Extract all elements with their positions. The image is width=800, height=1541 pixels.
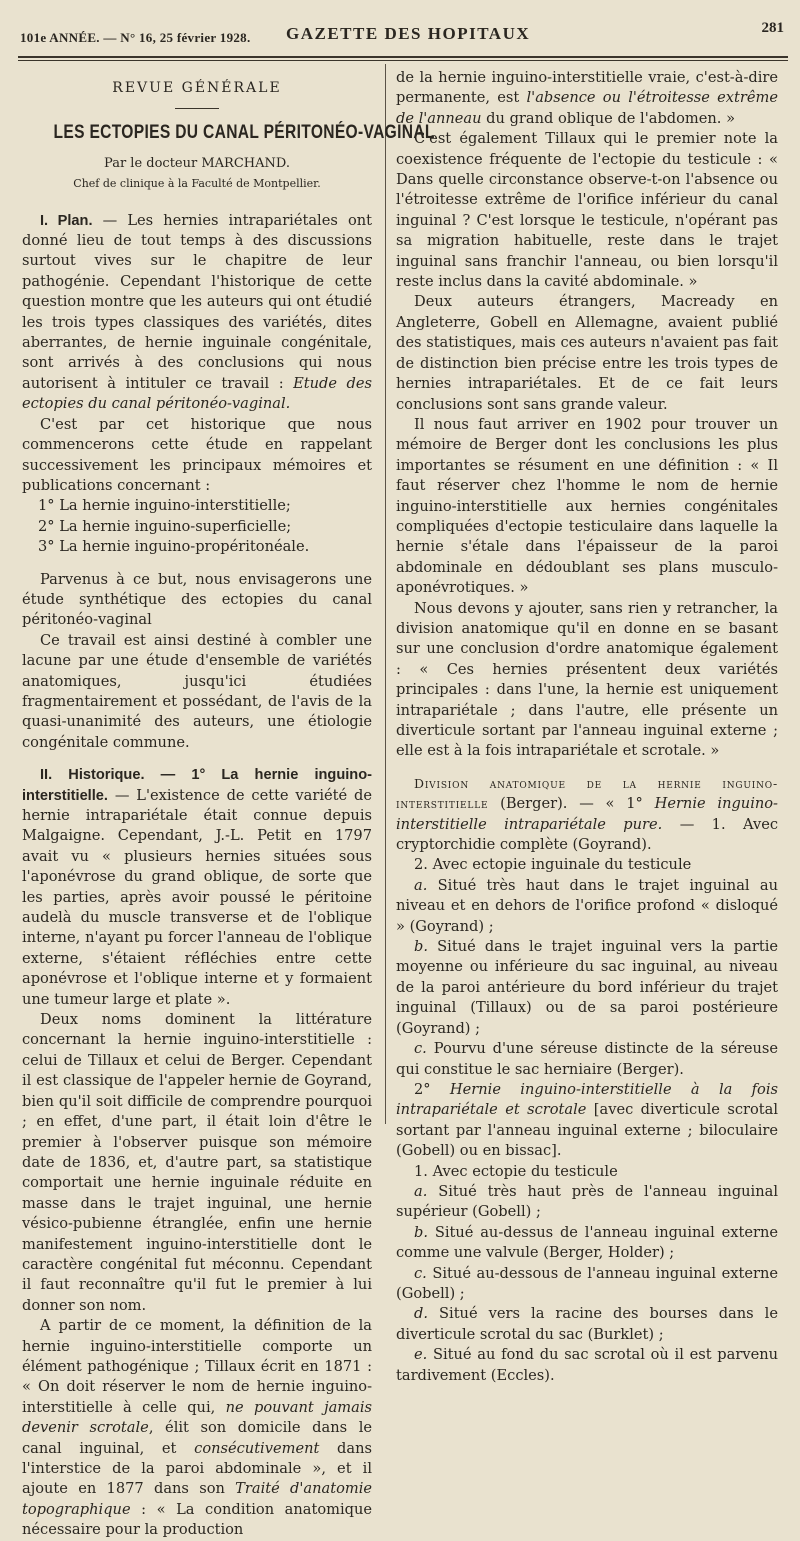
list-item: b. Situé au-dessus de l'anneau inguinal externe comme une valvule (Berger, Holder) ; (396, 1223, 778, 1262)
division-heading: Division anatomique de la hernie inguino-interstitielle (Berger). — « 1° Hernie inguino-interstitielle intrapariétale pure. — 1. Avec cryptorchidie complète (Goyrand). (396, 775, 779, 854)
list-item: 3° La hernie inguino-propéritonéale. (38, 538, 310, 556)
column-divider (385, 64, 386, 1124)
paragraph-plan: I. Plan. — Les hernies intrapariétales ont donné lieu de tout temps à des discussions surtout vives sur le chapitre de leur pathogénie. Cependant l'historique de cette question montre que les auteurs qui ont étudié les trois types classiques des variétés, dites aberrantes, de hernie inguinale congénitale, sont arrivés à des conclusions qui nous autorisent à intituler ce travail : Etude des ectopies du canal péritonéo-vaginal. (22, 211, 372, 413)
header-rule (18, 56, 788, 58)
paragraph: Deux noms dominent la littérature concernant la hernie inguino-interstitielle : celui de Tillaux et celui de Berger. Cependant il est classique de l'appeler hernie de Goyrand, bien qu'il soit difficile de comprendre pourquoi ; en effet, d'une part, il était loin d'être le premier à l'observer puisque son mémoire date de 1836, et, d'autre part, sa statistique comportait une hernie inguinale réduite en masse dans le trajet inguinal, une hernie vésico-pubienne étranglée, enfin une hernie manifestement inguino-interstitielle dont le caractère congénital fut méconnu. Cependant il faut reconnaître qu'il fut le premier à lui donner son nom. (22, 1011, 372, 1314)
paragraph: C'est par cet historique que nous commencerons cette étude en rappelant successivement les principaux mémoires et publications concernant : (22, 415, 372, 494)
paragraph: Il nous faut arriver en 1902 pour trouver un mémoire de Berger dont les conclusions les plus importantes se résument en une définition : « Il faut réserver chez l'homme le nom de hernie inguino-interstitielle aux hernies congénitales compliquées d'ectopie testiculaire dans laquelle la hernie s'étale dans l'épaisseur de la paroi abdominale en dédoublant ses plans musculo-aponévrotiques. » (396, 415, 778, 597)
article-heading (22, 78, 435, 195)
paragraph: de la hernie inguino-interstitielle vraie, c'est-à-dire permanente, est l'absence ou l'étroitesse extrême de l'anneau du grand oblique de l'abdomen. » (396, 69, 778, 127)
list-item: b. Situé dans le trajet inguinal vers la partie moyenne ou inférieure du sac inguinal, au niveau de la paroi antérieure du bord inférieur du trajet inguinal (Tillaux) ou de sa paroi postérieure (Goyrand) ; (396, 938, 778, 1037)
title-rule (175, 108, 219, 109)
list-item: a. Situé très haut près de l'anneau inguinal supérieur (Gobell) ; (396, 1182, 778, 1221)
paragraph: Ce travail est ainsi destiné à combler une lacune par une étude d'ensemble de variétés anatomiques, jusqu'ici étudiées fragmentairement et possédant, de l'avis de la quasi-unanimité des auteurs, une étiologie congénitale commune. (22, 631, 372, 751)
paragraph-historique: II. Historique. — 1° La hernie inguino-interstitielle. — L'existence de cette variété de hernie intrapariétale était connue depuis Malgaigne. Cependant, J.-L. Petit en 1797 avait vu « plusieurs hernies situées sous l'aponévrose du grand oblique, de sorte que les parties, après avoir poussé le péritoine audelà du muscle transverse et de l'oblique interne, n'ayant pu forcer l'anneau de l'oblique externe, s'étaient réfléchies entre cette aponévrose et l'oblique interne et y formaient une tumeur large et plate ». (22, 767, 372, 1008)
page-header (18, 18, 790, 48)
list-item: c. Situé au-dessous de l'anneau inguinal externe (Gobell) ; (396, 1264, 778, 1302)
article-title: LES ECTOPIES DU CANAL PÉRITONÉO-VAGINAL (53, 122, 435, 144)
right-column (396, 68, 778, 1386)
journal-title: GAZETTE DES HOPITAUX (286, 24, 531, 43)
paragraph: Deux auteurs étrangers, Macready en Angleterre, Gobell en Allemagne, avaient publié des statistiques, mais ces auteurs n'avaient pas fait de distinction bien précise entre les trois types de hernies intrapariétales. Et de ce fait leurs conclusions sont sans grande valeur. (396, 293, 778, 413)
paragraph: Nous devons y ajouter, sans rien y retrancher, la division anatomique qu'il en donne en se basant sur une conclusion d'ordre anatomique également : « Ces hernies présentent deux variétés principales : dans l'une, la hernie est uniquement intrapariétale ; dans l'autre, elle présente un diverticule sortant par l'anneau inguinal externe ; elle est à la fois intrapariétale et scrotale. » (396, 599, 778, 760)
list-item: a. Situé très haut dans le trajet inguinal au niveau et en dehors de l'orifice profond « disloqué » (Goyrand) ; (396, 876, 778, 935)
list-item: 2° Hernie inguino-interstitielle à la fois intrapariétale et scrotale [avec diverticule scrotal sortant par l'anneau inguinal externe ; biloculaire (Gobell) ou en bissac]. (396, 1080, 778, 1160)
paragraph: Parvenus à ce but, nous envisagerons une étude synthétique des ectopies du canal péritonéo-vaginal (22, 570, 372, 629)
list-item: 2. Avec ectopie inguinale du testicule (414, 856, 692, 874)
header-rule-thin (18, 60, 788, 61)
list-item: d. Situé vers la racine des bourses dans le diverticule scrotal du sac (Burklet) ; (396, 1305, 778, 1343)
left-column (22, 68, 435, 1541)
list-item: e. Situé au fond du sac scrotal où il est parvenu tardivement (Eccles). (396, 1346, 778, 1384)
list-item: c. Pourvu d'une séreuse distincte de la séreuse qui constitue le sac herniaire (Berger). (396, 1040, 778, 1078)
hernia-type-list (22, 496, 372, 557)
paragraph: C'est également Tillaux qui le premier note la coexistence fréquente de l'ectopie du testicule : « Dans quelle circonstance observe-t-on l'absence ou l'étroitesse extrême de l'orifice inférieur du canal inguinal ? C'est lorsque le testicule, n'opérant pas sa migration habituelle, reste dans le trajet inguinal sans franchir l'anneau, ou bien lorsqu'il reste inclus dans la cavité abdominale. » (396, 130, 778, 291)
issue-line: 101e ANNÉE. — N° 16, 25 février 1928. (20, 30, 251, 45)
paragraph: A partir de ce moment, la définition de la hernie inguino-interstitielle comporte un élément pathogénique ; Tillaux écrit en 1871 : « On doit réserver le nom de hernie inguino-interstitielle à celle qui, ne pouvant jamais devenir scrotale, élit son domicile dans le canal inguinal, et consécutivement dans l'interstice de la paroi abdominale », et il ajoute en 1877 dans son Traité d'anatomie topographique : « La condition anatomique nécessaire pour la production (22, 1317, 373, 1539)
list-item: 1. Avec ectopie du testicule (414, 1162, 618, 1180)
page-number: 281 (761, 20, 784, 36)
author-role: Chef de clinique à la Faculté de Montpellier. (73, 177, 321, 191)
list-item: 2° La hernie inguino-superficielle; (38, 517, 292, 535)
list-item: 1° La hernie inguino-interstitielle; (38, 497, 291, 515)
section-label: REVUE GÉNÉRALE (112, 80, 282, 96)
author-line: Par le docteur MARCHAND. (104, 155, 290, 171)
